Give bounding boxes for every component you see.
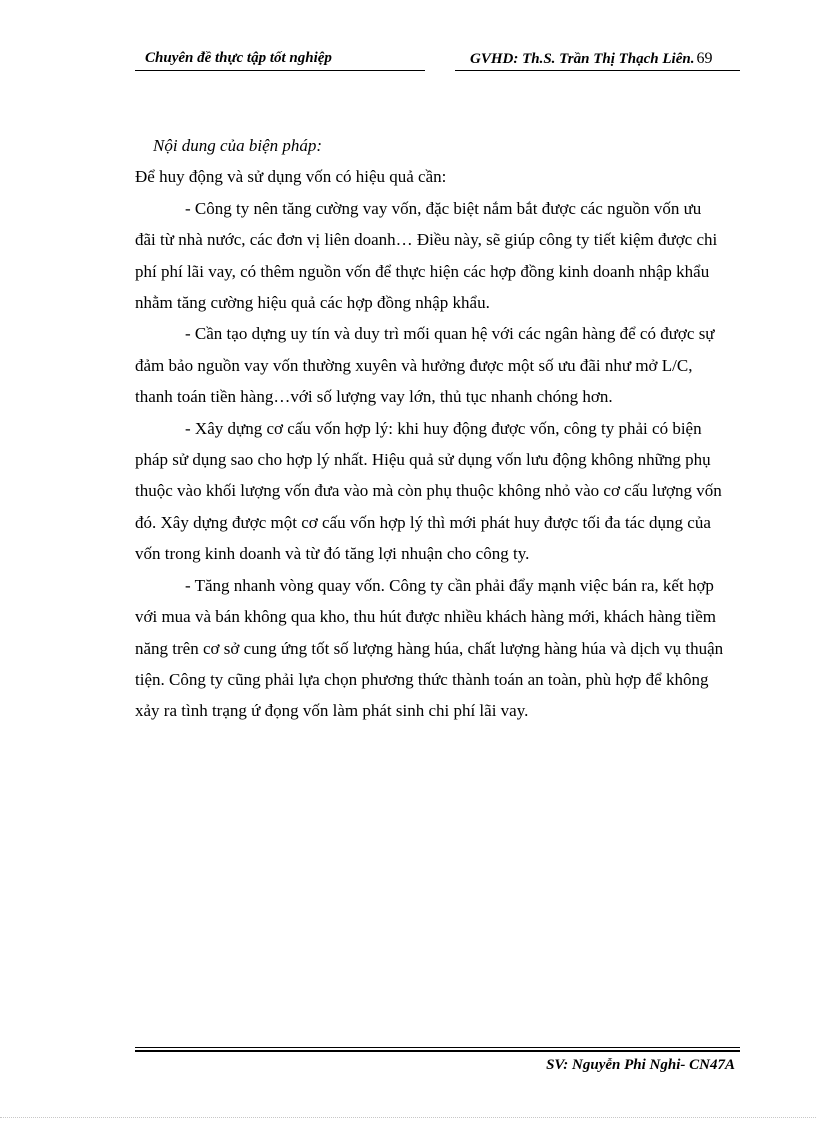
- footer-rule-thin: [135, 1047, 740, 1048]
- section-heading: Nội dung của biện pháp:: [153, 136, 323, 155]
- paragraph-capital-turnover: - Tăng nhanh vòng quay vốn. Công ty cần phải đẩy mạnh việc bán ra, kết hợp với mua và bán không qua kho, thu hút được nhiều khách hàng mới, khách hàng tiềm năng trên cơ sở cung ứng tốt số lượng hàng húa, chất lượng hàng húa và dịch vụ thuận tiện. Công ty cũng phải lựa chọn phương thức thành toán an toàn, phù hợp để không xảy ra tình trạng ứ đọng vốn làm phát sinh chi phí lãi vay.: [135, 575, 724, 721]
- page-bottom-border: [0, 1117, 816, 1118]
- paragraph-bank-relations: - Cần tạo dựng uy tín và duy trì mối quan hệ với các ngân hàng để có được sự đảm bảo nguồn vay vốn thường xuyên và hưởng được một số ưu đãi như mở L/C, thanh toán tiền hàng…với số lượng vay lớn, thủ tục nhanh chóng hơn.: [135, 324, 715, 407]
- intro-paragraph: Để huy động và sử dụng vốn có hiệu quả cần:: [135, 167, 447, 187]
- header-left-underline: [135, 70, 425, 71]
- page-header: [135, 46, 755, 74]
- page-body: [135, 130, 725, 727]
- student-name: SV: Nguyễn Phi Nghi- CN47A: [546, 1057, 735, 1073]
- footer-rule-thick: [135, 1050, 740, 1052]
- document-title: Chuyên đề thực tập tốt nghiệp: [145, 50, 332, 66]
- page-number: 69: [696, 50, 713, 67]
- supervisor-label: [470, 50, 712, 68]
- paragraph-capital-structure: - Xây dựng cơ cấu vốn hợp lý: khi huy động được vốn, công ty phải có biện pháp sử dụng sao cho hợp lý nhất. Hiệu quả sử dụng vốn lưu động không những phụ thuộc vào khối lượng vốn đưa vào mà còn phụ thuộc không nhỏ vào cơ cấu lượng vốn đó. Xây dựng được một cơ cấu vốn hợp lý thì mới phát huy được tối đa tác dụng của vốn trong kinh doanh và từ đó tăng lợi nhuận cho công ty.: [135, 418, 722, 564]
- header-right-underline: [455, 70, 740, 71]
- paragraph-borrowing: - Công ty nên tăng cường vay vốn, đặc biệt nắm bắt được các nguồn vốn ưu đãi từ nhà nước, các đơn vị liên doanh… Điều này, sẽ giúp công ty tiết kiệm được chi phí phí lãi vay, có thêm nguồn vốn để thực hiện các hợp đồng kinh doanh nhập khẩu nhằm tăng cường hiệu quả các hợp đồng nhập khẩu.: [135, 198, 718, 313]
- page-footer: [135, 1047, 740, 1073]
- supervisor-text: GVHD: Th.S. Trần Thị Thạch Liên.: [470, 51, 695, 67]
